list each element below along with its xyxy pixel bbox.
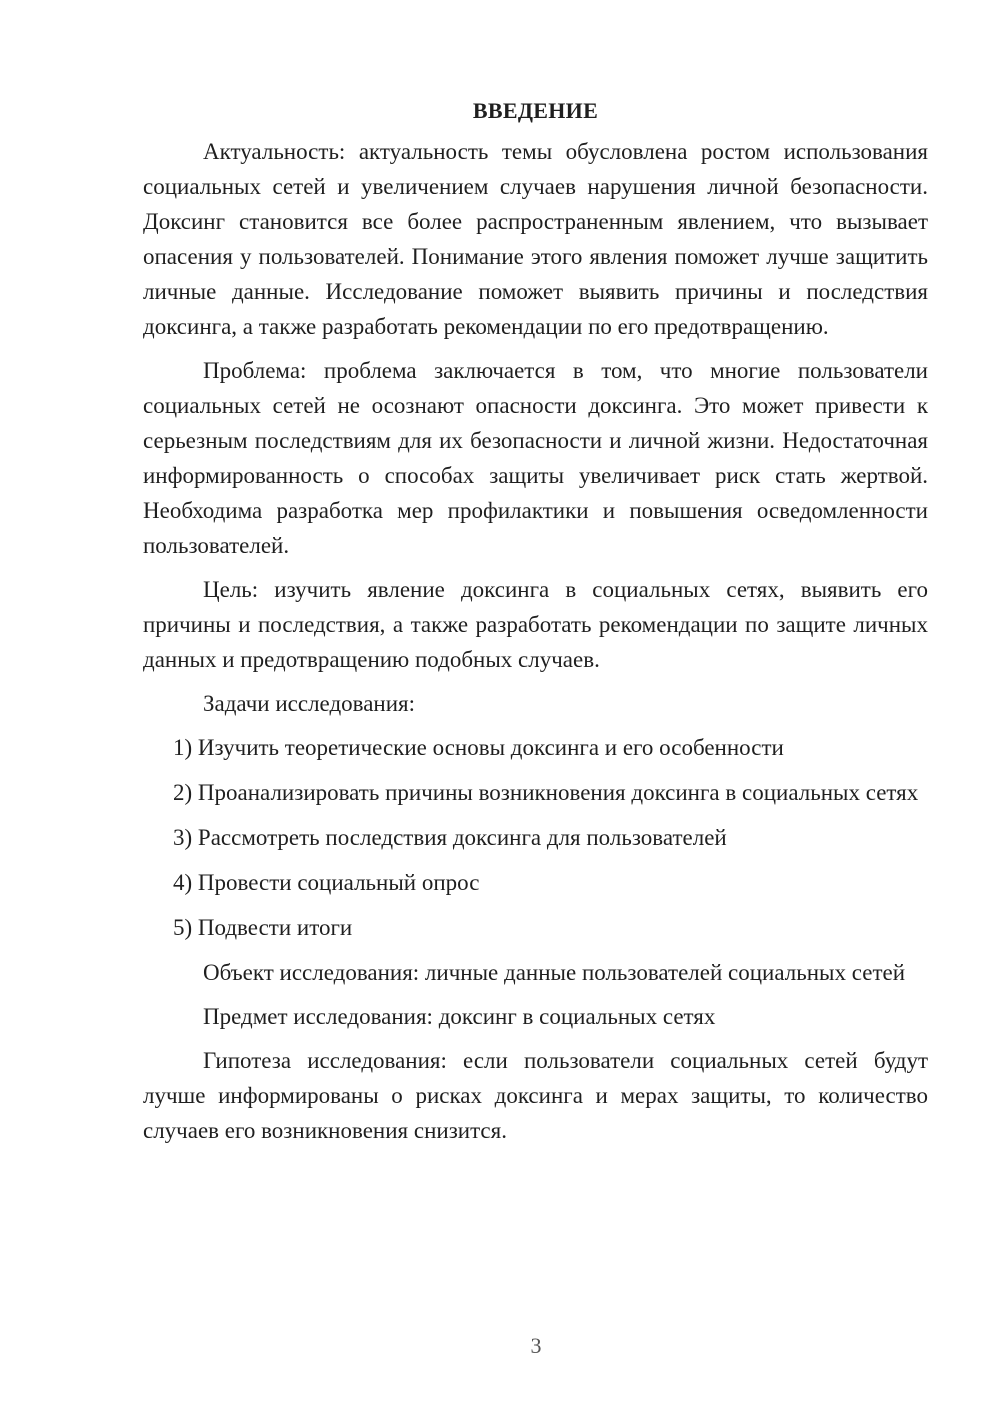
object-paragraph: Объект исследования: личные данные пользователей социальных сетей <box>203 960 906 985</box>
page-content <box>143 93 928 1157</box>
task-item: 3) Рассмотреть последствия доксинга для пользователей <box>173 825 727 850</box>
section-heading: ВВЕДЕНИЕ <box>472 98 599 123</box>
tasks-list <box>143 730 928 945</box>
task-item: 5) Подвести итоги <box>173 915 353 940</box>
task-item: 2) Проанализировать причины возникновения доксинга в социальных сетях <box>173 780 919 805</box>
tasks-intro: Задачи исследования: <box>203 691 416 716</box>
goal-paragraph: Цель: изучить явление доксинга в социальных сетях, выявить его причины и последствия, а также разработать рекомендации по защите личных данных и предотвращению подобных случаев. <box>143 577 928 672</box>
subject-paragraph: Предмет исследования: доксинг в социальных сетях <box>203 1004 716 1029</box>
relevance-paragraph: Актуальность: актуальность темы обусловлена ростом использования социальных сетей и увеличением случаев нарушения личной безопасности. Доксинг становится все более распространенным явлением, что вызывает опасения у пользователей. Понимание этого явления поможет лучше защитить личные данные. Исследование поможет выявить причины и последствия доксинга, а также разработать рекомендации по его предотвращению. <box>143 139 928 339</box>
page-number: 3 <box>530 1333 542 1358</box>
task-item: 1) Изучить теоретические основы доксинга и его особенности <box>173 735 784 760</box>
hypothesis-paragraph: Гипотеза исследования: если пользователи социальных сетей будут лучше информированы о рисках доксинга и мерах защиты, то количество случаев его возникновения снизится. <box>143 1048 928 1143</box>
task-item: 4) Провести социальный опрос <box>173 870 480 895</box>
problem-paragraph: Проблема: проблема заключается в том, что многие пользователи социальных сетей не осознают опасности доксинга. Это может привести к серьезным последствиям для их безопасности и личной жизни. Недостаточная информированность о способах защиты увеличивает риск стать жертвой. Необходима разработка мер профилактики и повышения осведомленности пользователей. <box>143 358 928 558</box>
